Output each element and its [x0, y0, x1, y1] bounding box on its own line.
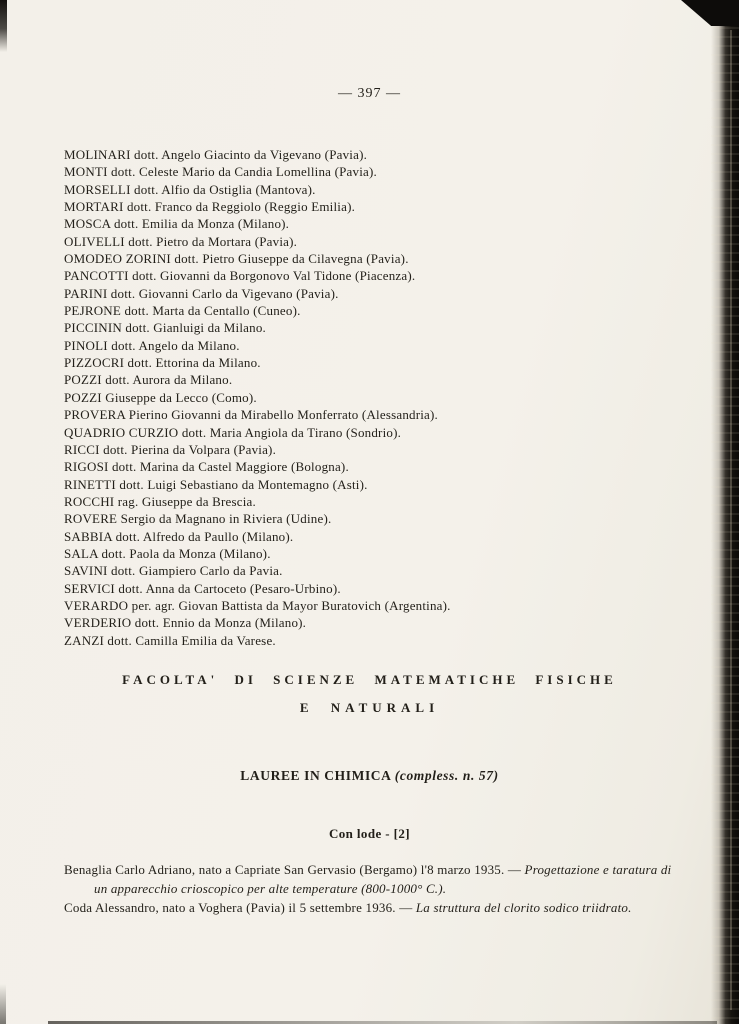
list-item: RICCI dott. Pierina da Volpara (Pavia).	[64, 441, 277, 457]
degree-title	[0, 768, 739, 784]
list-item: OLIVELLI dott. Pietro da Mortara (Pavia).	[64, 233, 298, 249]
list-item: VERARDO per. agr. Giovan Battista da Mayor Buratovich (Argentina).	[64, 597, 451, 613]
list-item: POZZI Giuseppe da Lecco (Como).	[64, 389, 257, 405]
list-item: MOSCA dott. Emilia da Monza (Milano).	[64, 216, 290, 232]
faculty-heading-line1: FACOLTA' DI SCIENZE MATEMATICHE FISICHE	[122, 672, 617, 687]
list-item: MORTARI dott. Franco da Reggiolo (Reggio Emilia).	[64, 199, 356, 215]
scan-edge-right	[711, 0, 739, 1024]
degree-title-main: LAUREE IN CHIMICA	[240, 768, 395, 783]
list-item: ROVERE Sergio da Magnano in Riviera (Udine).	[64, 511, 332, 527]
list-item: PIZZOCRI dott. Ettorina da Milano.	[64, 355, 261, 371]
scan-corner-top-right	[681, 0, 739, 26]
degree-title-note: (compless. n. 57)	[394, 768, 499, 783]
laureates-list	[64, 860, 675, 918]
list-item: RINETTI dott. Luigi Sebastiano da Montemagno (Asti).	[64, 476, 368, 492]
list-item: QUADRIO CURZIO dott. Maria Angiola da Tirano (Sondrio).	[64, 424, 402, 440]
list-item: SAVINI dott. Giampiero Carlo da Pavia.	[64, 563, 283, 579]
scan-mark-bottom-left	[0, 984, 6, 1024]
list-item: PINOLI dott. Angelo da Milano.	[64, 337, 240, 353]
list-item: SABBIA dott. Alfredo da Paullo (Milano).	[64, 528, 294, 544]
page-number: — 397 —	[338, 86, 401, 101]
list-item: MOLINARI dott. Angelo Giacinto da Vigevano (Pavia).	[64, 147, 368, 162]
list-item: ZANZI dott. Camilla Emilia da Varese.	[64, 632, 276, 648]
list-item: PICCININ dott. Gianluigi da Milano.	[64, 320, 266, 336]
list-item: OMODEO ZORINI dott. Pietro Giuseppe da Cilavegna (Pavia).	[64, 251, 409, 267]
list-item: SALA dott. Paola da Monza (Milano).	[64, 545, 271, 561]
faculty-heading	[0, 672, 739, 716]
list-item: PROVERA Pierino Giovanni da Mirabello Monferrato (Alessandria).	[64, 407, 439, 423]
faculty-heading-line2: E NATURALI	[299, 700, 440, 715]
list-item: ROCCHI rag. Giuseppe da Brescia.	[64, 493, 256, 509]
list-item: VERDERIO dott. Ennio da Monza (Milano).	[64, 615, 307, 631]
con-lode-heading: Con lode - [2]	[328, 826, 411, 841]
laureate-entry	[64, 860, 675, 898]
laureate-text: Benaglia Carlo Adriano, nato a Capriate San Gervasio (Bergamo) l'8 marzo 1935. —	[64, 862, 525, 877]
scan-mark-top-left	[0, 0, 7, 52]
list-item: MONTI dott. Celeste Mario da Candia Lomellina (Pavia).	[64, 164, 377, 180]
laureate-text: Coda Alessandro, nato a Voghera (Pavia) il 5 settembre 1936. —	[64, 900, 416, 916]
graduates-list	[64, 146, 669, 649]
list-item: PANCOTTI dott. Giovanni da Borgonovo Val Tidone (Piacenza).	[64, 268, 416, 284]
list-item: RIGOSI dott. Marina da Castel Maggiore (Bologna).	[64, 459, 349, 475]
list-item: SERVICI dott. Anna da Cartoceto (Pesaro-Urbino).	[64, 580, 341, 596]
list-item: PARINI dott. Giovanni Carlo da Vigevano (Pavia).	[64, 285, 339, 301]
thesis-title: La struttura del clorito sodico triidrato.	[415, 900, 632, 916]
list-item: MORSELLI dott. Alfio da Ostiglia (Mantova).	[64, 181, 316, 197]
laureate-entry	[64, 898, 675, 917]
thesis-title: Progettazione e taratura di un apparecchio crioscopico per alte temperature (800-1000° C.).	[94, 862, 672, 897]
list-item: POZZI dott. Aurora da Milano.	[64, 372, 233, 388]
list-item: PEJRONE dott. Marta da Centallo (Cuneo).	[64, 303, 301, 319]
